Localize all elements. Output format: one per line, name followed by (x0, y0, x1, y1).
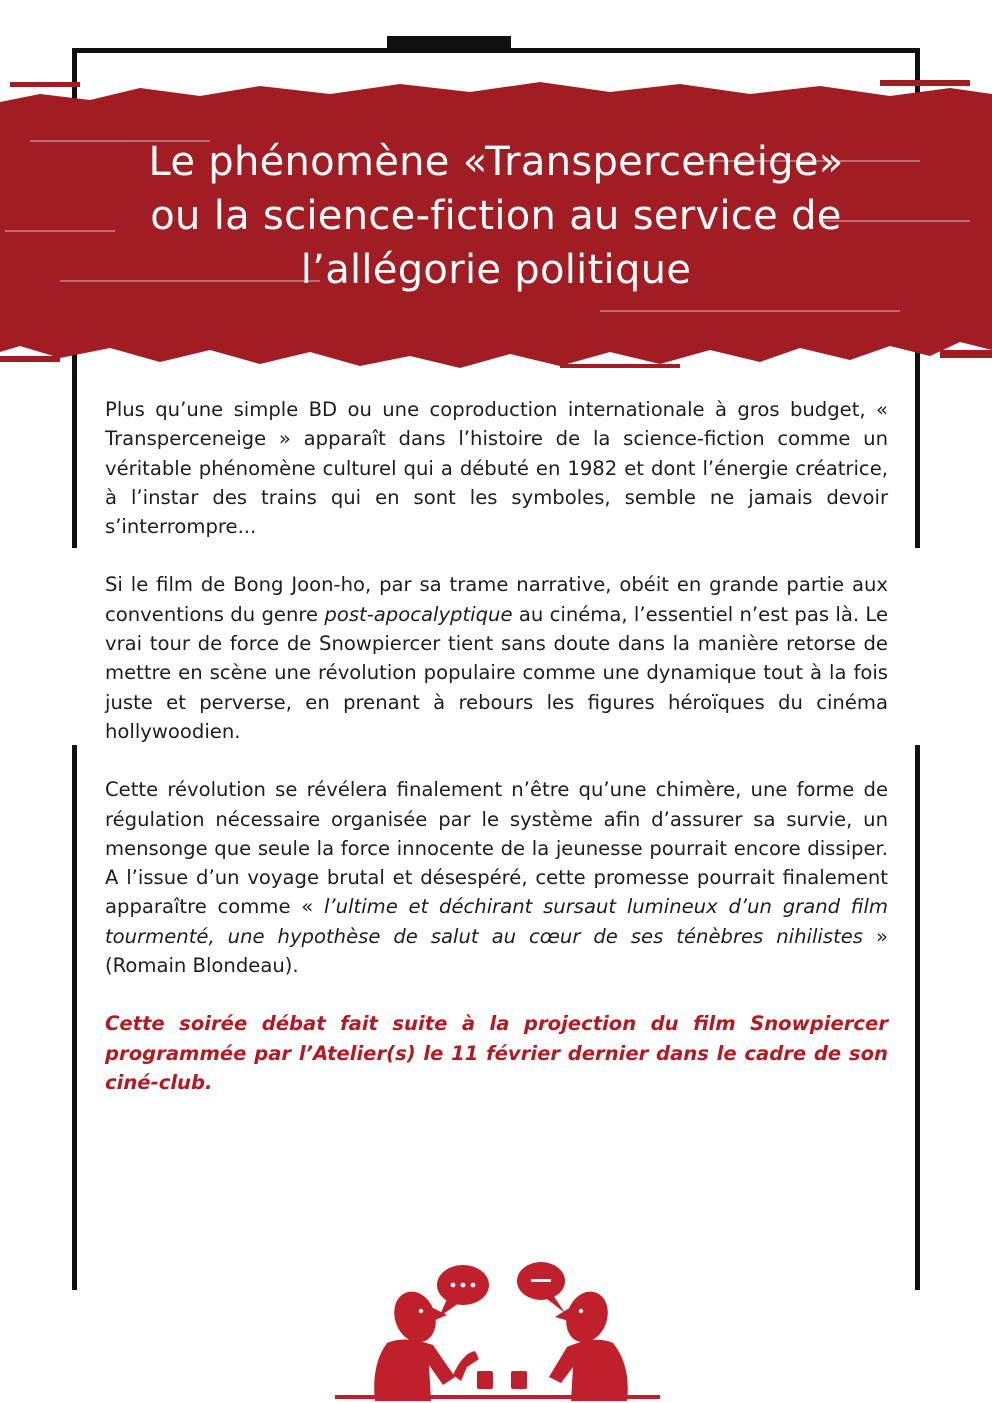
discussion-illustration (335, 1255, 660, 1403)
paragraph-revolution-part1: Cette révolution se révélera finalement n’être qu’une chimère, une forme de régulation nécessaire organisée par le système afin d’assurer sa survie, un mensonge que seule la force innocente de la jeunesse pourrait encore dissiper. A l’issue d’un voyage brutal et désespéré, cette promesse pourrait finalement apparaître comme « (105, 778, 888, 919)
frame-top-tab (387, 36, 511, 50)
title-line-2: ou la science-fiction au service de (150, 193, 842, 239)
frame-left-line-bottom (72, 745, 77, 1290)
paragraph-revolution-part2: » (Romain Blondeau). (105, 924, 889, 978)
page-title (40, 135, 952, 297)
paragraph-intro: Plus qu’une simple BD ou une coproduction internationale à gros budget, « Transperceneige » apparaît dans l’histoire de la science-fiction comme un véritable phénomène culturel qui a débuté en 1982 et dont l’énergie créatrice, à l’instar des trains qui en sont les symboles, semble ne jamais devoir s’interrompre... (105, 398, 888, 539)
paragraph-revolution (105, 775, 888, 980)
critic-quote: l’ultime et déchirant sursaut lumineux d’un grand film tourmenté, une hypothèse de salut au cœur de ses ténèbres nihilistes (105, 895, 888, 948)
paragraph-film-part2: au cinéma, l’essentiel n’est pas là. Le vrai tour de force de Snowpiercer tient sans doute dans la manière retorse de mettre en scène une révolution populaire comme une dynamique tout à la fois juste et perverse, en prenant à rebours les figures héroïques du cinéma hollywoodien. (105, 602, 889, 743)
title-line-3: l’allégorie politique (300, 247, 692, 293)
two-people-discussion-icon (335, 1255, 660, 1403)
paragraph-film (105, 570, 888, 746)
paragraph-film-part1: Si le film de Bong Joon-ho, par sa trame narrative, obéit en grande partie aux conventions du genre (105, 573, 888, 626)
frame-right-line-bottom (915, 745, 920, 1290)
article-body (105, 395, 888, 1097)
genre-emphasis: post-apocalyptique (324, 602, 513, 626)
title-line-1: Le phénomène «Transperceneige» (148, 139, 844, 185)
debate-announcement: Cette soirée débat fait suite à la projection du film Snowpiercer programmée par l’Atelier(s) le 11 février dernier dans le cadre de son ciné-club. (105, 1012, 888, 1094)
